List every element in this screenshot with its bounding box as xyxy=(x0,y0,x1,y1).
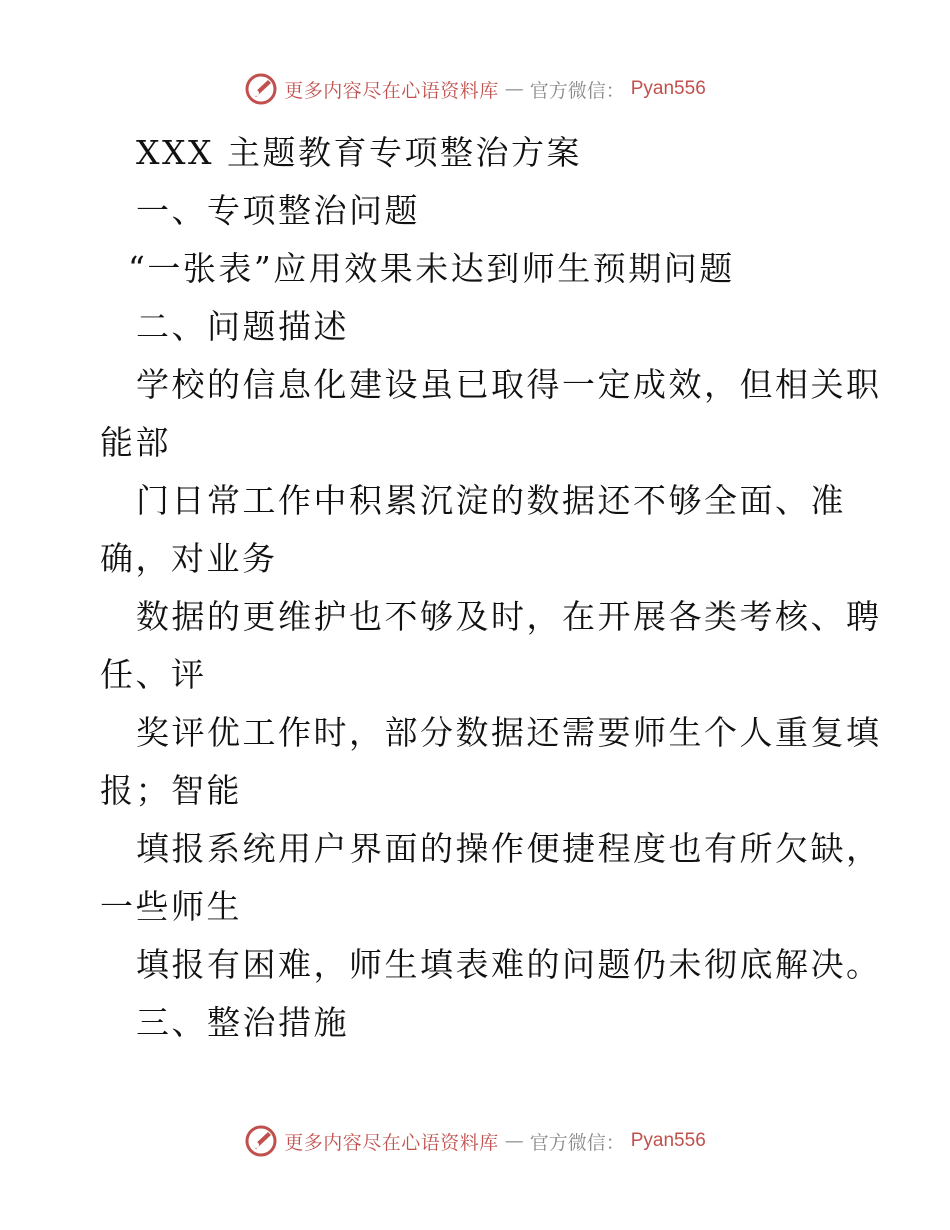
paragraph-line: 能部 xyxy=(100,423,171,462)
section1-heading: 一、专项整治问题 xyxy=(136,191,420,230)
watermark-label: 官方微信： xyxy=(529,1131,625,1154)
watermark-separator: — xyxy=(504,78,524,100)
section1-body: “一张表”应用效果未达到师生预期问题 xyxy=(128,249,735,288)
watermark-footer xyxy=(0,1124,950,1158)
paragraph-line: 奖评优工作时，部分数据还需要师生个人重复填 xyxy=(136,713,882,752)
paragraph-line: 数据的更维护也不够及时，在开展各类考核、聘 xyxy=(136,597,882,636)
watermark-header xyxy=(0,72,950,106)
watermark-id: Pyan556 xyxy=(630,78,706,99)
section2-heading: 二、问题描述 xyxy=(136,307,349,346)
brand-logo-icon xyxy=(244,72,278,106)
document-title: XXX 主题教育专项整治方案 xyxy=(136,133,582,172)
paragraph-line: 门日常工作中积累沉淀的数据还不够全面、准 xyxy=(136,481,846,520)
paragraph-line: 学校的信息化建设虽已取得一定成效，但相关职 xyxy=(136,365,882,404)
paragraph-line: 任、评 xyxy=(100,655,207,694)
paragraph-line: 填报系统用户界面的操作便捷程度也有所欠缺， xyxy=(136,829,882,868)
paragraph-line: 一些师生 xyxy=(100,887,242,926)
paragraph-line: 报；智能 xyxy=(100,771,242,810)
document-body xyxy=(0,124,950,1052)
watermark-id: Pyan556 xyxy=(630,1130,706,1151)
watermark-text: 更多内容尽在心语资料库 xyxy=(284,1131,499,1154)
section3-heading: 三、整治措施 xyxy=(136,1003,349,1042)
watermark-separator: — xyxy=(504,1130,524,1152)
paragraph-line: 确，对业务 xyxy=(100,539,278,578)
watermark-label: 官方微信： xyxy=(529,79,625,102)
paragraph-line: 填报有困难，师生填表难的问题仍未彻底解决。 xyxy=(136,945,882,984)
watermark-text: 更多内容尽在心语资料库 xyxy=(284,79,499,102)
brand-logo-icon xyxy=(244,1124,278,1158)
